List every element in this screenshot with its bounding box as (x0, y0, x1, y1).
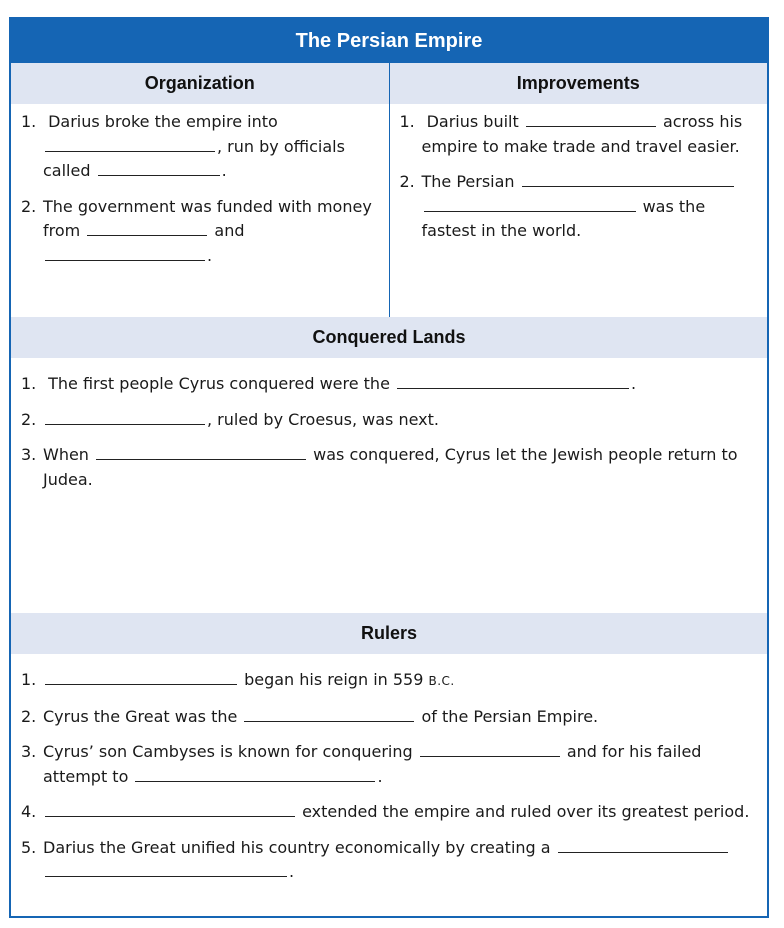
answer-blank (87, 221, 207, 236)
answer-blank (45, 137, 215, 152)
organization-cell (11, 104, 390, 317)
answer-blank (45, 862, 287, 877)
answer-blank (45, 670, 237, 685)
rulers-header (11, 613, 767, 654)
list-item: 1. The first people Cyrus conquered were the . (21, 374, 637, 393)
list-item: 5. Darius the Great unified his country economically by creating a . (21, 836, 757, 885)
improvements-heading: Improvements (516, 73, 640, 93)
conquered-lands-heading: Conquered Lands (312, 327, 466, 347)
list-item: 1. began his reign in 559 B.C. (21, 670, 455, 689)
list-item: 2. Cyrus the Great was the of the Persian Empire. (21, 706, 599, 726)
rulers-heading: Rulers (360, 623, 418, 643)
list-item: 2. The Persian was the fastest in the world. (400, 170, 758, 244)
list-item: 1. Darius built across his empire to make trade and travel easier. (399, 112, 743, 156)
list-item: 3. Cyrus’ son Cambyses is known for conquering and for his failed attempt to . (21, 742, 702, 786)
table-title: The Persian Empire (11, 19, 767, 63)
answer-blank (526, 112, 656, 127)
list-item: 2. , ruled by Croesus, was next. (21, 409, 439, 429)
answer-blank (45, 802, 295, 817)
rulers-cell (11, 654, 767, 885)
worksheet-table (9, 17, 769, 918)
answer-blank (420, 742, 560, 757)
improvements-cell (390, 104, 768, 317)
conquered-lands-cell (11, 358, 767, 613)
answer-blank (135, 767, 375, 782)
list-item: 3. When was conquered, Cyrus let the Jewish people return to Judea. (21, 445, 738, 489)
list-item: 1. Darius broke the empire into , run by officials called . (21, 112, 345, 180)
answer-blank (96, 445, 306, 460)
answer-blank (397, 374, 629, 389)
answer-blank (45, 410, 205, 425)
column-headers (11, 63, 767, 104)
list-item: 4. extended the empire and ruled over its greatest period. (21, 802, 750, 821)
answer-blank (98, 161, 220, 176)
answer-blank (244, 707, 414, 722)
answer-blank (558, 838, 728, 853)
list-item: 2. The government was funded with money from and . (21, 196, 372, 265)
organization-heading: Organization (11, 63, 390, 104)
answer-blank (45, 246, 205, 261)
conquered-lands-header (11, 317, 767, 358)
answer-blank (522, 172, 734, 187)
two-column-body (11, 104, 767, 317)
answer-blank (424, 197, 636, 212)
